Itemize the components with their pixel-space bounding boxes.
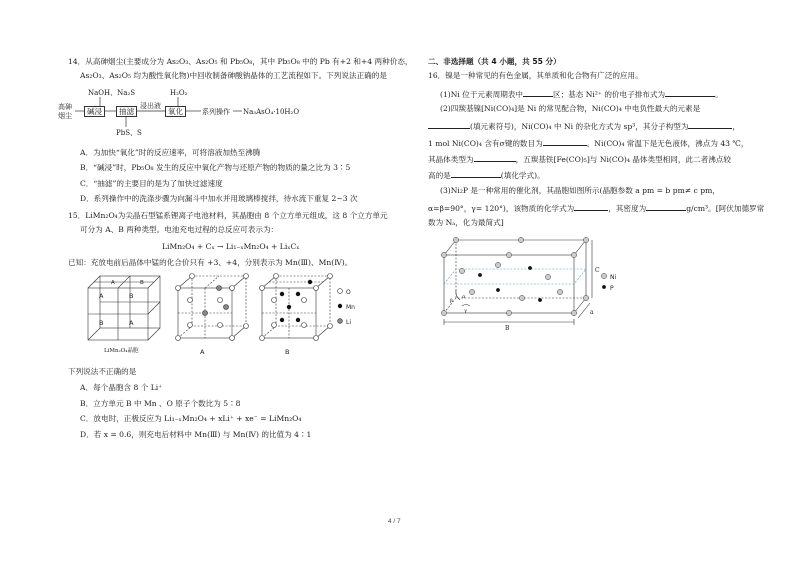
grid-label-a-3: A [111, 280, 115, 286]
q15-equation: LiMn₂O₄ + Cₓ → Li₁₋ₓMn₂O₄ + LiₓCₓ [162, 242, 300, 251]
q16-part3-line2-text-a: α=β=90°，γ= 120°)，该物质的化学式为 [428, 204, 575, 213]
q14-option-c: C．“抽滤”的主要目的是为了加快过滤速度 [80, 179, 223, 188]
flow-source: 高砷烟尘 [58, 103, 72, 120]
q14-stem-line1: 14．从高砷烟尘(主要成分为 As₂O₃、As₂O₅ 和 Pb₅O₈，其中 Pb₅O₈ 中的 Pb 有+2 和+4 两种价态， [68, 57, 413, 66]
q16-part2-line3-text-a: 1 mol Ni(CO)₄ 含有σ键的数目为 [428, 139, 543, 148]
flow-step-oxidize: 氧化 [165, 106, 186, 117]
q15-known: 已知：充放电前后晶体中锰的化合价只有 +3、+4，分别表示为 Mn(Ⅲ)、Mn(Ⅳ)。 [68, 258, 353, 267]
flow-leachate: 浸出液 [140, 102, 161, 110]
grid-label-b-3: B [140, 280, 144, 286]
cube-b-label: B [285, 348, 290, 356]
legend-mn: Mn [346, 304, 355, 311]
flow-residue: PbS、S [116, 129, 142, 137]
legend-o: O [346, 289, 351, 296]
ni2p-atoms [441, 237, 588, 315]
q16-part2-line2: (填元素符号)，Ni(CO)₄ 中 Ni 的杂化方式为 sp³，其分子构型为 ， [428, 120, 740, 132]
q16-part2-line4-text-b: ，五羰基铁[Fe(CO)₅]与 Ni(CO)₄ 晶体类型相同，此二者沸点较 [515, 155, 732, 164]
q15-option-b: B．立方单元 B 中 Mn 、O 原子个数比为 5∶8 [80, 399, 241, 408]
flow-reagent1: NaOH、Na₂S [88, 89, 136, 97]
cube-a-label: A [200, 348, 205, 356]
q16-part2-line2-text: (填元素符号)，Ni(CO)₄ 中 Ni 的杂化方式为 sp³，其分子构型为 [470, 122, 689, 131]
flow-final-product: Na₃AsO₄·10H₂O [243, 108, 300, 116]
flow-step-suction-filter: 抽滤 [116, 106, 137, 117]
grid-label-a-1: A [99, 292, 104, 300]
q16-part2-line5-text-b: (填化学式)。 [500, 171, 545, 180]
q15-option-a: A．每个晶胞含 8 个 Li⁺ [80, 383, 163, 392]
q14-option-b: B．“碱浸”时，Pb₅O₈ 发生的反应中氧化产物与还原产物的物质的量之比为 3∶5 [80, 163, 351, 172]
axis-label-a: a [590, 309, 594, 316]
q16-part3-line3: 数为 Nₐ，化为最简式] [428, 218, 504, 227]
q14-option-d: D．系列操作中的洗涤步骤为向漏斗中加水并用玻璃棒搅拌，待水流下重复 2~3 次 [80, 194, 358, 203]
q15-stem-line2: 可分为 A、B 两种类型。电池充电过程的总反应可表示为： [80, 225, 279, 234]
page-number: 4 / 7 [388, 518, 401, 525]
q16-part3-line2-text-b: ，其密度为 [608, 204, 647, 213]
q16-part1-text-a: (1)Ni 位于元素周期表中 [440, 90, 523, 99]
grid-label-b-1: B [129, 292, 134, 300]
grid-label-b-2: B [99, 319, 104, 327]
flow-step-alkali-leach: 碱浸 [84, 106, 105, 117]
grid-label-a-2: A [129, 319, 134, 327]
q16-part1: (1)Ni 位于元素周期表中 区；基态 Ni²⁺ 的价电子排布式为 。 [440, 90, 723, 99]
axis-label-c: C [595, 267, 600, 274]
q16-part2-line5-text-a: 高的是 [428, 171, 451, 180]
angle-label-beta: β [450, 298, 453, 304]
q16-intro: 16．镍是一种常见的有色金属，其单质和化合物有广泛的应用。 [428, 71, 643, 80]
q15-option-c: C．放电时，正极反应为 Li₁₋ₓMn₂O₄ + xLi⁺ + xe⁻ = LiMn₂O₄ [80, 414, 302, 423]
q16-part3-line2-text-c: g/cm³。[阿伏加德罗常 [686, 204, 765, 213]
q14-stem-line2: As₂O₃、As₂O₅ 均为酸性氧化物)中回收制备砷酸钠晶体的工艺流程如下。下列说法正确的是 [80, 71, 387, 80]
legend-li: Li [346, 319, 352, 326]
q15-stem-line1: 15．LiMn₂O₄为尖晶石型锰系锂离子电池材料，其晶胞由 8 个立方单元组成，这 8 个立方单元 [68, 211, 388, 220]
q16-part2-line4-text-a: 其晶体类型为 [428, 155, 474, 164]
flow-reagent2: H₂O₂ [170, 89, 188, 97]
q15-option-d: D．若 x = 0.6，则充电后材料中 Mn(Ⅲ) 与 Mn(Ⅳ) 的比值为 4∶1 [80, 430, 312, 439]
angle-label-gamma: γ [464, 308, 467, 314]
q16-part2-line1: (2)四羰基镍[Ni(CO)₄]是 Ni 的常见配合物，Ni(CO)₄ 中电负性最大的元素是 [440, 104, 701, 113]
ni2p-legend-ni: Ni [610, 274, 617, 281]
q16-part3-line1: (3)Ni₂P 是一种常用的催化剂，其晶胞如图所示(晶胞参数 a pm = b pm≠ c pm， [440, 186, 720, 195]
q14-option-a: A．为加快“氧化”时的反应速率，可将溶液加热至沸腾 [80, 148, 261, 157]
limn2o4-cell-label: LiMn₂O₄晶胞 [104, 348, 139, 354]
q16-part1-text-b: 区；基态 Ni²⁺ 的价电子排布式为 [553, 90, 666, 99]
ni2p-legend [601, 273, 606, 289]
flow-series-ops: 系列操作 [202, 108, 230, 116]
angle-label-alpha: α [462, 294, 466, 300]
section-heading: 二、非选择题（共 4 小题，共 55 分） [428, 57, 561, 66]
ni2p-legend-p: P [610, 285, 614, 292]
q16-part2-line3-text-b: 。Ni(CO)₄ 常温下是无色液体，沸点为 43 ℃， [586, 139, 749, 148]
q15-question: 下列说法不正确的是 [68, 367, 137, 376]
axis-label-b: B [505, 325, 510, 332]
